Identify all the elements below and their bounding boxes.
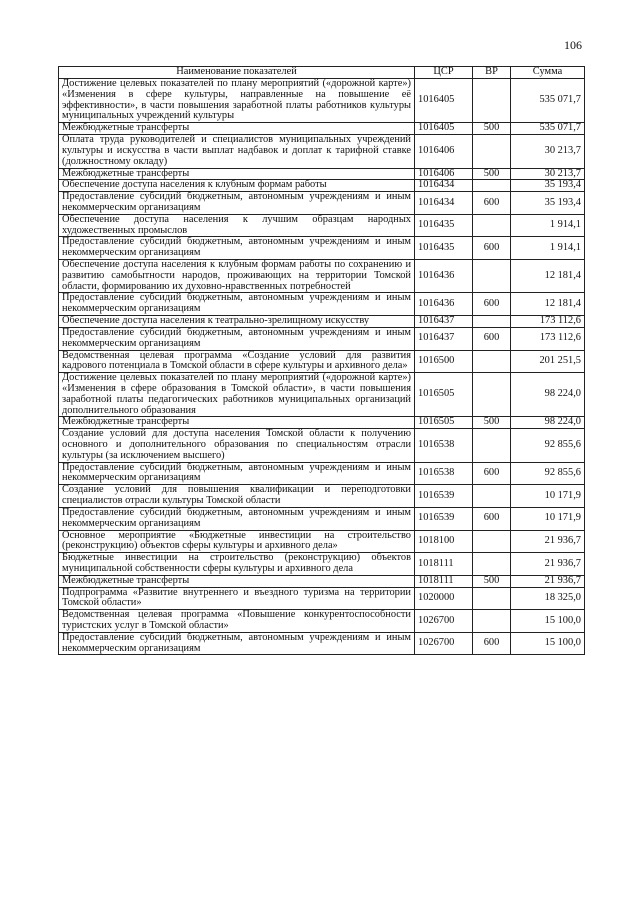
header-sum: Сумма xyxy=(511,67,585,79)
table-row xyxy=(59,485,585,508)
row-csr-cell: 1018111 xyxy=(415,575,473,587)
row-name-cell: Обеспечение доступа населения к лучшим образцам народных художественных промыслов xyxy=(59,214,415,237)
row-sum-cell: 98 224,0 xyxy=(511,373,585,417)
row-csr-cell: 1016539 xyxy=(415,485,473,508)
row-sum-cell: 201 251,5 xyxy=(511,350,585,373)
row-vr-cell xyxy=(473,316,511,328)
row-vr-cell: 600 xyxy=(473,237,511,260)
row-vr-cell xyxy=(473,530,511,553)
row-name-cell: Предоставление субсидий бюджетным, автономным учреждениям и иным некоммерческим организациям xyxy=(59,237,415,260)
row-csr-cell: 1016538 xyxy=(415,429,473,462)
row-vr-cell: 600 xyxy=(473,632,511,655)
row-vr-cell: 600 xyxy=(473,192,511,215)
table-row xyxy=(59,168,585,180)
row-vr-cell: 500 xyxy=(473,417,511,429)
table-row xyxy=(59,373,585,417)
row-name-cell: Бюджетные инвестиции на строительство (реконструкцию) объектов муниципальной собственности сферы культуры и архивного дела xyxy=(59,553,415,576)
row-name-cell: Предоставление субсидий бюджетным, автономным учреждениям и иным некоммерческим организациям xyxy=(59,507,415,530)
row-csr-cell: 1016538 xyxy=(415,462,473,485)
row-name-cell: Подпрограмма «Развитие внутреннего и въездного туризма на территории Томской области» xyxy=(59,587,415,610)
table-row xyxy=(59,180,585,192)
row-csr-cell: 1016539 xyxy=(415,507,473,530)
table-row xyxy=(59,632,585,655)
row-csr-cell: 1018100 xyxy=(415,530,473,553)
row-name-cell: Предоставление субсидий бюджетным, автономным учреждениям и иным некоммерческим организациям xyxy=(59,293,415,316)
row-vr-cell: 500 xyxy=(473,123,511,135)
row-vr-cell xyxy=(473,587,511,610)
row-csr-cell: 1026700 xyxy=(415,610,473,633)
row-vr-cell: 500 xyxy=(473,575,511,587)
table-row xyxy=(59,79,585,123)
row-csr-cell: 1016437 xyxy=(415,327,473,350)
row-name-cell: Достижение целевых показателей по плану мероприятий («дорожной карте») «Изменения в сфере образования в Томской области», в части повышения заработной платы педагогических работников муниципальных организаций дополнительного образования xyxy=(59,373,415,417)
row-vr-cell xyxy=(473,429,511,462)
row-sum-cell: 35 193,4 xyxy=(511,180,585,192)
row-sum-cell: 535 071,7 xyxy=(511,79,585,123)
row-sum-cell: 173 112,6 xyxy=(511,316,585,328)
page-number: 106 xyxy=(564,38,582,52)
row-sum-cell: 18 325,0 xyxy=(511,587,585,610)
row-name-cell: Межбюджетные трансферты xyxy=(59,168,415,180)
row-csr-cell: 1020000 xyxy=(415,587,473,610)
row-name-cell: Межбюджетные трансферты xyxy=(59,123,415,135)
row-vr-cell xyxy=(473,373,511,417)
row-vr-cell xyxy=(473,135,511,168)
table-row xyxy=(59,316,585,328)
row-csr-cell: 1016435 xyxy=(415,214,473,237)
row-name-cell: Обеспечение доступа населения к театрально-зрелищному искусству xyxy=(59,316,415,328)
row-sum-cell: 1 914,1 xyxy=(511,237,585,260)
row-vr-cell xyxy=(473,553,511,576)
row-vr-cell xyxy=(473,180,511,192)
row-vr-cell: 600 xyxy=(473,462,511,485)
row-sum-cell: 92 855,6 xyxy=(511,429,585,462)
table-row xyxy=(59,123,585,135)
row-csr-cell: 1016437 xyxy=(415,316,473,328)
row-vr-cell xyxy=(473,214,511,237)
row-csr-cell: 1026700 xyxy=(415,632,473,655)
table-row xyxy=(59,214,585,237)
row-sum-cell: 173 112,6 xyxy=(511,327,585,350)
row-vr-cell: 600 xyxy=(473,293,511,316)
row-name-cell: Обеспечение доступа населения к клубным формам работы xyxy=(59,180,415,192)
table-row xyxy=(59,507,585,530)
row-vr-cell xyxy=(473,260,511,293)
row-name-cell: Достижение целевых показателей по плану мероприятий («дорожной карте») «Изменения в сфере культуры, направленные на повышение её эффективности», в части повышения заработной платы работников культуры муниципальных учреждений культуры xyxy=(59,79,415,123)
table-row xyxy=(59,610,585,633)
row-csr-cell: 1016436 xyxy=(415,260,473,293)
row-vr-cell xyxy=(473,79,511,123)
table-row xyxy=(59,429,585,462)
table-row xyxy=(59,260,585,293)
table-row xyxy=(59,237,585,260)
row-sum-cell: 15 100,0 xyxy=(511,610,585,633)
row-csr-cell: 1016406 xyxy=(415,168,473,180)
row-sum-cell: 98 224,0 xyxy=(511,417,585,429)
table-row xyxy=(59,587,585,610)
row-vr-cell: 600 xyxy=(473,327,511,350)
table-row xyxy=(59,350,585,373)
row-vr-cell: 500 xyxy=(473,168,511,180)
table-row xyxy=(59,462,585,485)
header-csr: ЦСР xyxy=(415,67,473,79)
row-sum-cell: 21 936,7 xyxy=(511,530,585,553)
table-row xyxy=(59,417,585,429)
row-vr-cell xyxy=(473,350,511,373)
row-sum-cell: 30 213,7 xyxy=(511,135,585,168)
row-sum-cell: 21 936,7 xyxy=(511,575,585,587)
row-vr-cell xyxy=(473,610,511,633)
row-name-cell: Обеспечение доступа населения к клубным формам работы по сохранению и развитию самобытности народов, проживающих на территории Томской области, формированию их духовно-нравственных потребностей xyxy=(59,260,415,293)
row-name-cell: Межбюджетные трансферты xyxy=(59,417,415,429)
row-csr-cell: 1016505 xyxy=(415,417,473,429)
row-csr-cell: 1016434 xyxy=(415,192,473,215)
row-sum-cell: 12 181,4 xyxy=(511,293,585,316)
row-sum-cell: 535 071,7 xyxy=(511,123,585,135)
row-sum-cell: 10 171,9 xyxy=(511,485,585,508)
row-csr-cell: 1018111 xyxy=(415,553,473,576)
row-csr-cell: 1016406 xyxy=(415,135,473,168)
row-name-cell: Предоставление субсидий бюджетным, автономным учреждениям и иным некоммерческим организациям xyxy=(59,632,415,655)
table-header-row xyxy=(59,67,585,79)
row-vr-cell: 600 xyxy=(473,507,511,530)
row-name-cell: Межбюджетные трансферты xyxy=(59,575,415,587)
table-row xyxy=(59,135,585,168)
row-name-cell: Оплата труда руководителей и специалистов муниципальных учреждений культуры и искусства в части выплат надбавок и доплат к тарифной ставке (должностному окладу) xyxy=(59,135,415,168)
row-sum-cell: 21 936,7 xyxy=(511,553,585,576)
row-name-cell: Создание условий для доступа населения Томской области к получению основного и дополнительного образования по специальностям отрасли культуры (за исключением высшего) xyxy=(59,429,415,462)
header-name: Наименование показателей xyxy=(59,67,415,79)
table-row xyxy=(59,327,585,350)
table-row xyxy=(59,553,585,576)
row-sum-cell: 1 914,1 xyxy=(511,214,585,237)
budget-table xyxy=(58,66,585,655)
row-csr-cell: 1016434 xyxy=(415,180,473,192)
row-csr-cell: 1016500 xyxy=(415,350,473,373)
row-name-cell: Создание условий для повышения квалификации и переподготовки специалистов отрасли культуры Томской области xyxy=(59,485,415,508)
header-vr: ВР xyxy=(473,67,511,79)
row-name-cell: Ведомственная целевая программа «Повышение конкурентоспособности туристских услуг в Томской области» xyxy=(59,610,415,633)
row-csr-cell: 1016405 xyxy=(415,123,473,135)
table-row xyxy=(59,575,585,587)
row-name-cell: Основное мероприятие «Бюджетные инвестиции на строительство (реконструкцию) объектов сферы культуры и архивного дела» xyxy=(59,530,415,553)
row-csr-cell: 1016505 xyxy=(415,373,473,417)
table-row xyxy=(59,293,585,316)
row-csr-cell: 1016435 xyxy=(415,237,473,260)
row-name-cell: Ведомственная целевая программа «Создание условий для развития кадрового потенциала в Томской области в сфере культуры и архивного дела» xyxy=(59,350,415,373)
row-sum-cell: 15 100,0 xyxy=(511,632,585,655)
row-name-cell: Предоставление субсидий бюджетным, автономным учреждениям и иным некоммерческим организациям xyxy=(59,462,415,485)
row-name-cell: Предоставление субсидий бюджетным, автономным учреждениям и иным некоммерческим организациям xyxy=(59,327,415,350)
row-sum-cell: 92 855,6 xyxy=(511,462,585,485)
row-name-cell: Предоставление субсидий бюджетным, автономным учреждениям и иным некоммерческим организациям xyxy=(59,192,415,215)
row-vr-cell xyxy=(473,485,511,508)
row-sum-cell: 12 181,4 xyxy=(511,260,585,293)
row-sum-cell: 10 171,9 xyxy=(511,507,585,530)
row-sum-cell: 35 193,4 xyxy=(511,192,585,215)
row-csr-cell: 1016436 xyxy=(415,293,473,316)
table-row xyxy=(59,192,585,215)
table-row xyxy=(59,530,585,553)
row-sum-cell: 30 213,7 xyxy=(511,168,585,180)
row-csr-cell: 1016405 xyxy=(415,79,473,123)
